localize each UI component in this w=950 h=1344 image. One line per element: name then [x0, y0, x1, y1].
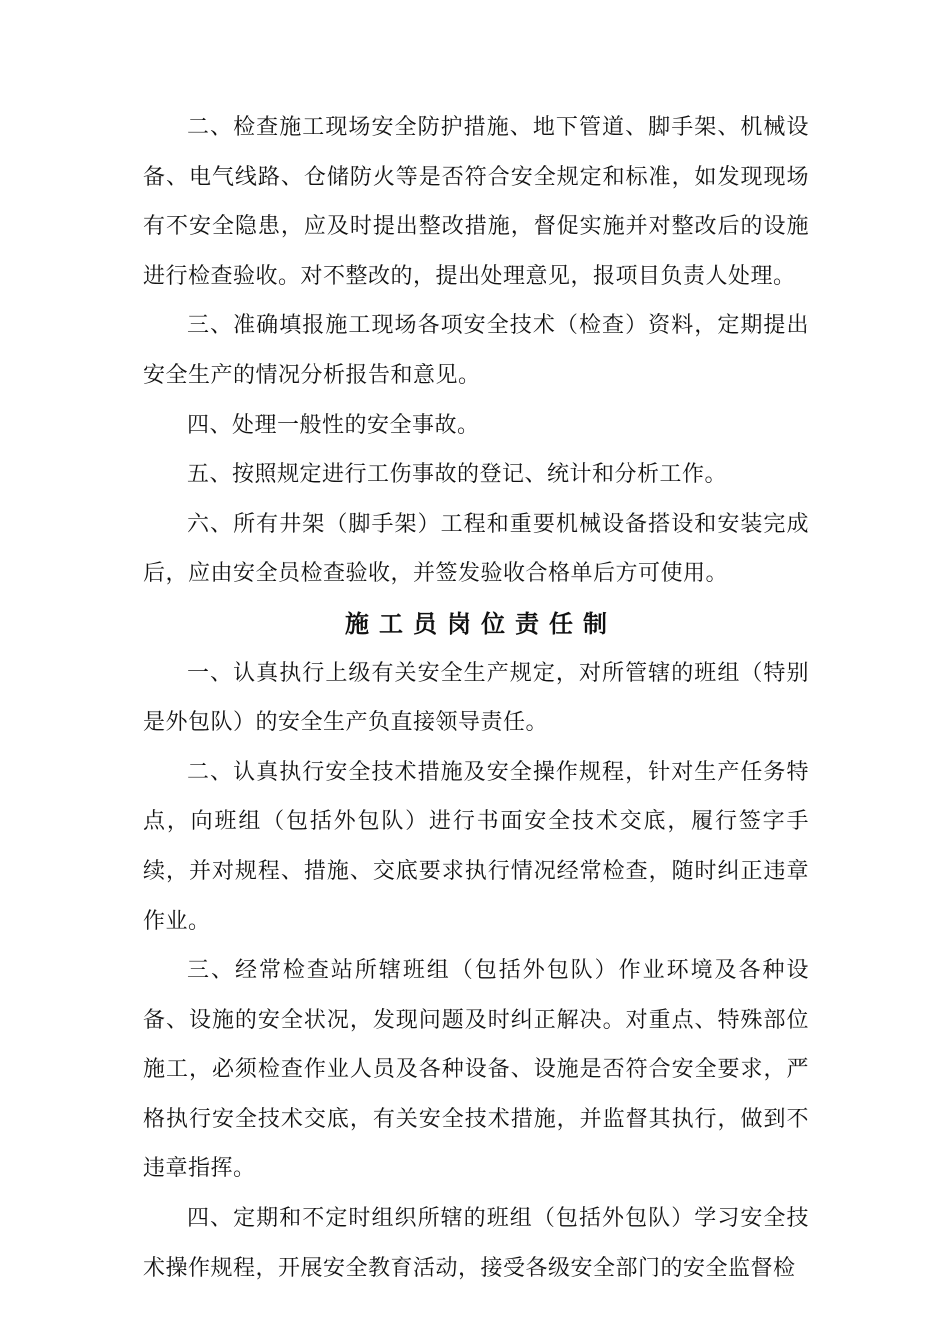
duty-item-3: 三、经常检查站所辖班组（包括外包队）作业环境及各种设备、设施的安全状况，发现问题及时纠正解决。对重点、特殊部位施工，必须检查作业人员及各种设备、设施是否符合安全要求，严格执行安全技术交底，有关安全技术措施，并监督其执行，做到不违章指挥。 — [143, 958, 809, 1182]
paragraph-item-5: 五、按照规定进行工伤事故的登记、统计和分析工作。 — [187, 462, 728, 488]
duty-item-2: 二、认真执行安全技术措施及安全操作规程，针对生产任务特点，向班组（包括外包队）进行书面安全技术交底，履行签字手续，并对规程、措施、交底要求执行情况经常检查，随时纠正违章作业。 — [143, 759, 809, 934]
duty-item-4: 四、定期和不定时组织所辖的班组（包括外包队）学习安全技术操作规程，开展安全教育活动，接受各级安全部门的安全监督检 — [143, 1206, 809, 1281]
paragraph-item-6: 六、所有井架（脚手架）工程和重要机械设备搭设和安装完成后，应由安全员检查验收，并签发验收合格单后方可使用。 — [143, 511, 809, 587]
duty-item-1: 一、认真执行上级有关安全生产规定，对所管辖的班组（特别是外包队）的安全生产负直接领导责任。 — [143, 660, 809, 736]
section-title: 施工员岗位责任制 — [345, 608, 617, 638]
paragraph-item-4: 四、处理一般性的安全事故。 — [187, 412, 480, 438]
document-body — [143, 103, 809, 1293]
paragraph-item-2: 二、检查施工现场安全防护措施、地下管道、脚手架、机械设备、电气线路、仓储防火等是否符合安全规定和标准，如发现现场有不安全隐患，应及时提出整改措施，督促实施并对整改后的设施进行检查验收。对不整改的，提出处理意见，报项目负责人处理。 — [143, 115, 809, 289]
paragraph-item-3: 三、准确填报施工现场各项安全技术（检查）资料，定期提出安全生产的情况分析报告和意见。 — [143, 313, 809, 388]
